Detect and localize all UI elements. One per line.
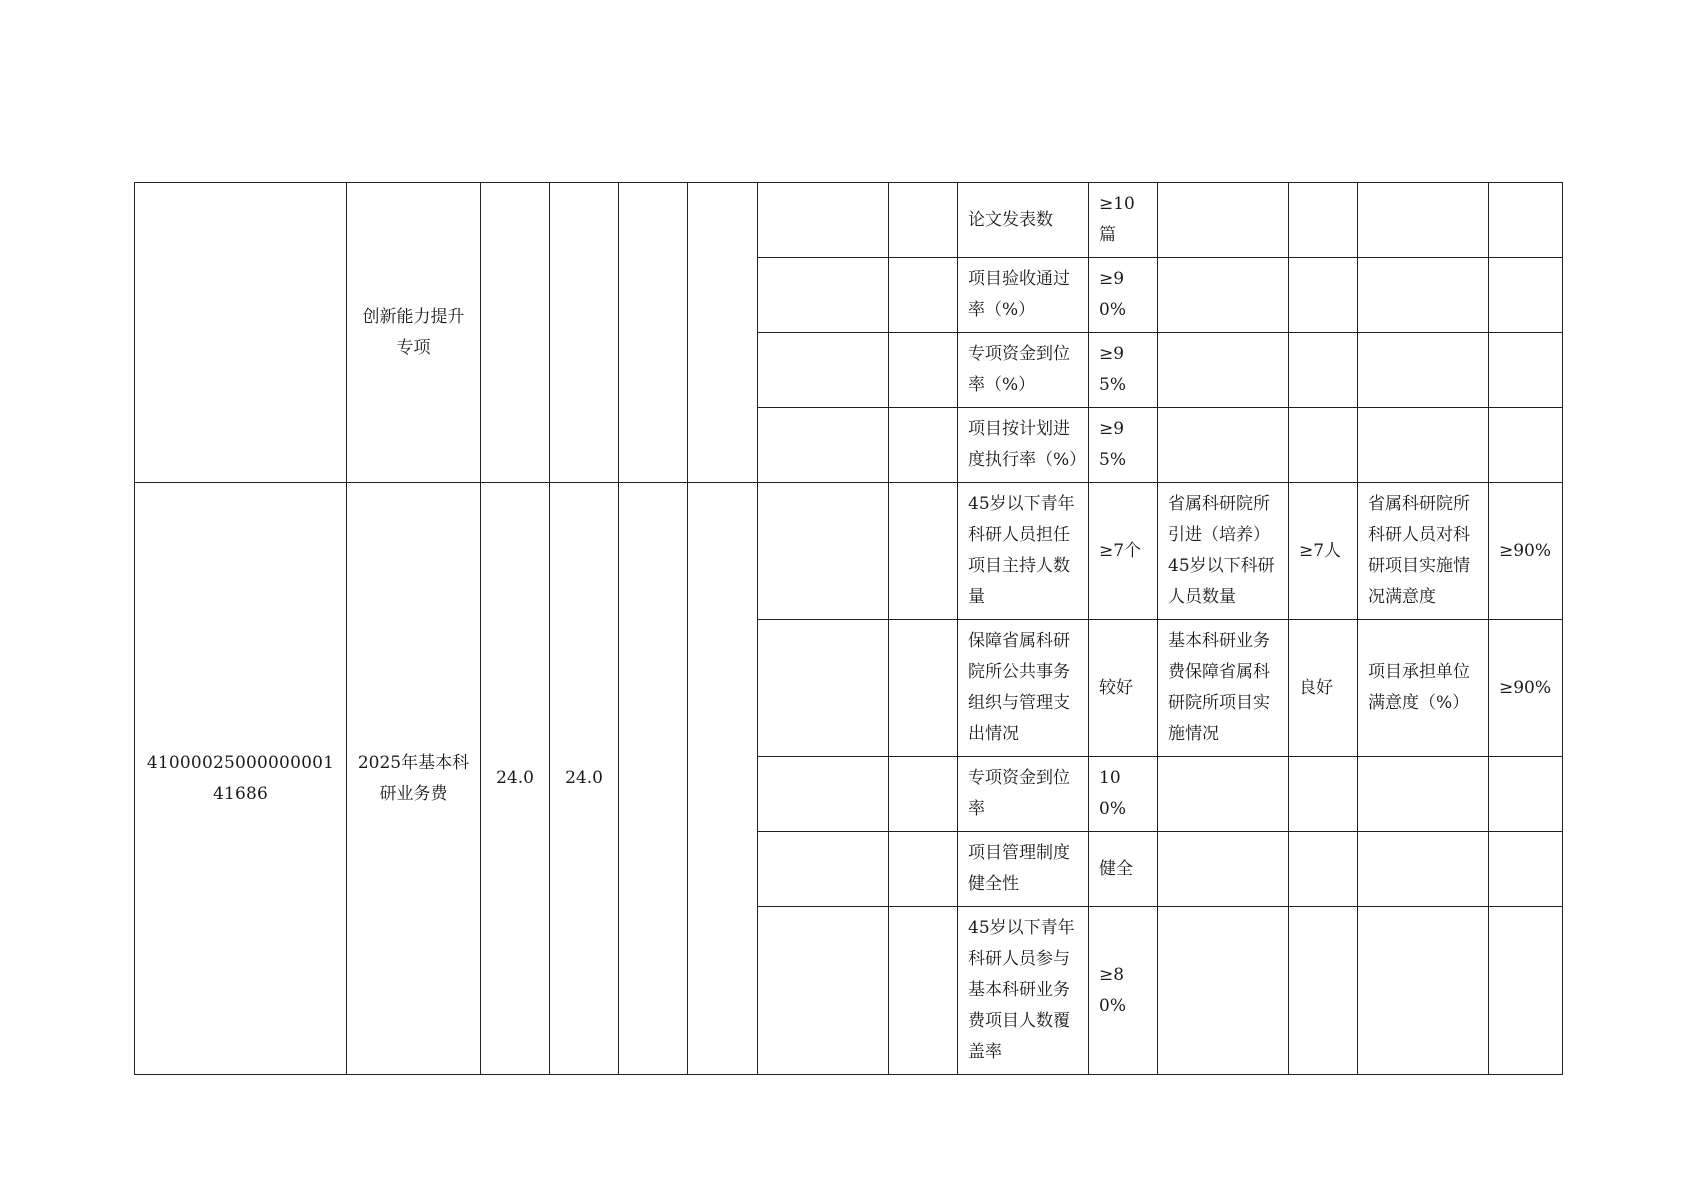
project-name-cell: 创新能力提升专项 bbox=[347, 183, 481, 483]
output-target-cell: 较好 bbox=[1089, 620, 1158, 757]
subcategory-cell bbox=[889, 333, 958, 408]
output-target-cell: ≥95% bbox=[1089, 333, 1158, 408]
satisfaction-indicator-cell bbox=[1358, 832, 1489, 907]
output-indicator-cell: 项目管理制度健全性 bbox=[958, 832, 1089, 907]
category-cell bbox=[758, 408, 889, 483]
amount-cell bbox=[481, 183, 550, 483]
category-cell bbox=[758, 832, 889, 907]
output-target-cell: 健全 bbox=[1089, 832, 1158, 907]
project-code-cell: 4100002500000000141686 bbox=[135, 483, 347, 1075]
output-indicator-cell: 专项资金到位率（%） bbox=[958, 333, 1089, 408]
effect-target-cell: 良好 bbox=[1289, 620, 1358, 757]
subcategory-cell bbox=[889, 832, 958, 907]
table-row bbox=[135, 183, 1563, 258]
output-indicator-cell: 45岁以下青年科研人员参与基本科研业务费项目人数覆盖率 bbox=[958, 907, 1089, 1075]
satisfaction-target-cell bbox=[1489, 832, 1563, 907]
output-target-cell: ≥10篇 bbox=[1089, 183, 1158, 258]
effect-target-cell bbox=[1289, 832, 1358, 907]
amount-cell bbox=[550, 183, 619, 483]
output-indicator-cell: 45岁以下青年科研人员担任项目主持人数量 bbox=[958, 483, 1089, 620]
subcategory-cell bbox=[889, 620, 958, 757]
satisfaction-target-cell bbox=[1489, 333, 1563, 408]
satisfaction-target-cell: ≥90% bbox=[1489, 483, 1563, 620]
satisfaction-target-cell bbox=[1489, 183, 1563, 258]
category-cell bbox=[758, 333, 889, 408]
output-target-cell: 100% bbox=[1089, 757, 1158, 832]
output-indicator-cell: 项目按计划进度执行率（%） bbox=[958, 408, 1089, 483]
output-target-cell: ≥95% bbox=[1089, 408, 1158, 483]
effect-target-cell bbox=[1289, 183, 1358, 258]
effect-indicator-cell bbox=[1158, 832, 1289, 907]
output-indicator-cell: 专项资金到位率 bbox=[958, 757, 1089, 832]
category-cell bbox=[758, 757, 889, 832]
category-cell bbox=[758, 620, 889, 757]
satisfaction-indicator-cell bbox=[1358, 408, 1489, 483]
satisfaction-target-cell bbox=[1489, 907, 1563, 1075]
effect-indicator-cell: 省属科研院所引进（培养）45岁以下科研人员数量 bbox=[1158, 483, 1289, 620]
output-target-cell: ≥80% bbox=[1089, 907, 1158, 1075]
effect-target-cell: ≥7人 bbox=[1289, 483, 1358, 620]
effect-target-cell bbox=[1289, 907, 1358, 1075]
category-cell bbox=[758, 183, 889, 258]
output-indicator-cell: 项目验收通过率（%） bbox=[958, 258, 1089, 333]
effect-indicator-cell bbox=[1158, 258, 1289, 333]
subcategory-cell bbox=[889, 483, 958, 620]
satisfaction-target-cell bbox=[1489, 757, 1563, 832]
effect-target-cell bbox=[1289, 258, 1358, 333]
output-target-cell: ≥90% bbox=[1089, 258, 1158, 333]
satisfaction-indicator-cell bbox=[1358, 258, 1489, 333]
effect-indicator-cell bbox=[1158, 408, 1289, 483]
category-cell bbox=[758, 483, 889, 620]
output-indicator-cell: 论文发表数 bbox=[958, 183, 1089, 258]
subcategory-cell bbox=[889, 183, 958, 258]
performance-table bbox=[134, 182, 1563, 1075]
subcategory-cell bbox=[889, 258, 958, 333]
output-target-cell: ≥7个 bbox=[1089, 483, 1158, 620]
satisfaction-indicator-cell bbox=[1358, 183, 1489, 258]
amount-cell bbox=[688, 183, 758, 483]
category-cell bbox=[758, 907, 889, 1075]
category-cell bbox=[758, 258, 889, 333]
effect-indicator-cell bbox=[1158, 907, 1289, 1075]
satisfaction-target-cell bbox=[1489, 408, 1563, 483]
subcategory-cell bbox=[889, 907, 958, 1075]
satisfaction-target-cell: ≥90% bbox=[1489, 620, 1563, 757]
satisfaction-indicator-cell bbox=[1358, 333, 1489, 408]
amount-cell: 24.0 bbox=[481, 483, 550, 1075]
table-row bbox=[135, 483, 1563, 620]
effect-target-cell bbox=[1289, 408, 1358, 483]
effect-target-cell bbox=[1289, 333, 1358, 408]
effect-indicator-cell: 基本科研业务费保障省属科研院所项目实施情况 bbox=[1158, 620, 1289, 757]
effect-indicator-cell bbox=[1158, 757, 1289, 832]
satisfaction-indicator-cell: 项目承担单位满意度（%） bbox=[1358, 620, 1489, 757]
satisfaction-indicator-cell bbox=[1358, 757, 1489, 832]
project-name-cell: 2025年基本科研业务费 bbox=[347, 483, 481, 1075]
effect-indicator-cell bbox=[1158, 333, 1289, 408]
satisfaction-indicator-cell: 省属科研院所科研人员对科研项目实施情况满意度 bbox=[1358, 483, 1489, 620]
output-indicator-cell: 保障省属科研院所公共事务组织与管理支出情况 bbox=[958, 620, 1089, 757]
satisfaction-indicator-cell bbox=[1358, 907, 1489, 1075]
amount-cell: 24.0 bbox=[550, 483, 619, 1075]
amount-cell bbox=[688, 483, 758, 1075]
amount-cell bbox=[619, 483, 688, 1075]
satisfaction-target-cell bbox=[1489, 258, 1563, 333]
effect-target-cell bbox=[1289, 757, 1358, 832]
subcategory-cell bbox=[889, 408, 958, 483]
project-code-cell bbox=[135, 183, 347, 483]
effect-indicator-cell bbox=[1158, 183, 1289, 258]
subcategory-cell bbox=[889, 757, 958, 832]
amount-cell bbox=[619, 183, 688, 483]
